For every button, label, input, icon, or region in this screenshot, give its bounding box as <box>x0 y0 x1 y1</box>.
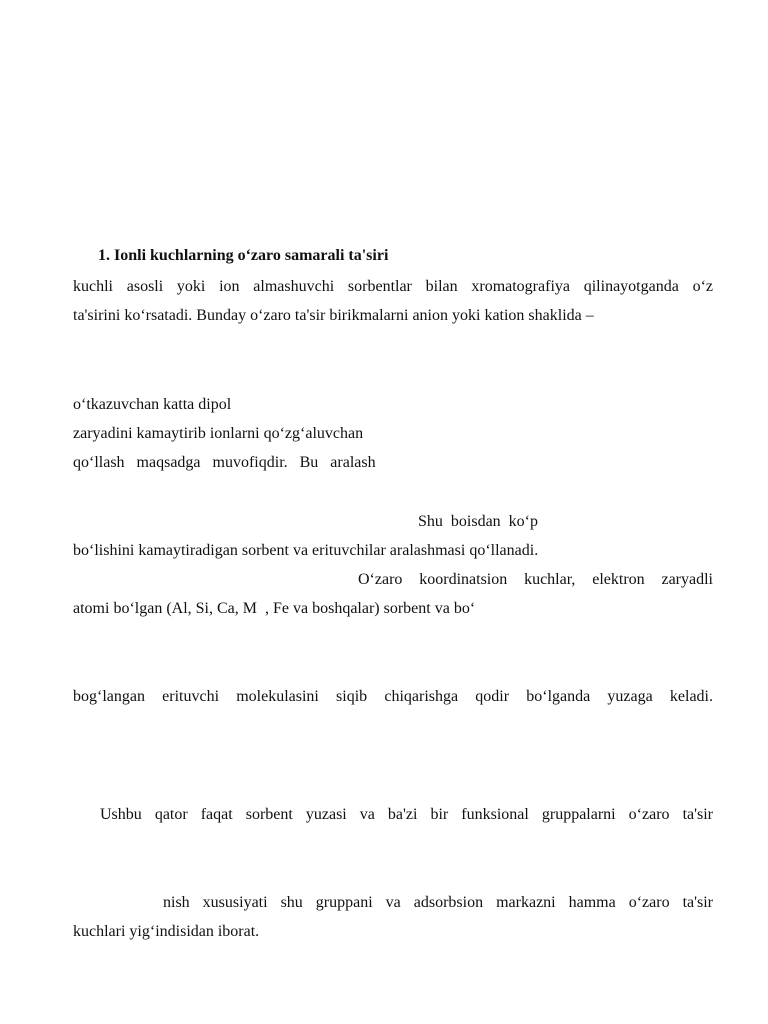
paragraph-line: atomi bo‘lgan (Al, Si, Ca, M , Fe va boshqalar) sorbent va bo‘ <box>73 600 476 617</box>
paragraph-line: O‘zaro koordinatsion kuchlar, elektron zaryadli <box>358 571 713 588</box>
paragraph-line: zaryadini kamaytirib ionlarni qo‘zg‘aluvchan <box>73 425 364 442</box>
paragraph-line: qo‘llash maqsadga muvofiqdir. Bu aralash <box>73 454 376 471</box>
paragraph-line: o‘tkazuvchan katta dipol <box>73 396 232 413</box>
paragraph-line: kuchlari yig‘indisidan iborat. <box>73 923 260 940</box>
paragraph-line: Ushbu qator faqat sorbent yuzasi va ba'zi bir funksional gruppalarni o‘zaro ta'sir <box>100 806 713 823</box>
paragraph-line: ta'sirini ko‘rsatadi. Bunday o‘zaro ta'sir birikmalarni anion yoki kation shaklida – <box>73 307 594 324</box>
paragraph-line: Shu boisdan ko‘p <box>418 513 538 530</box>
paragraph-line: nish xususiyati shu gruppani va adsorbsion markazni hamma o‘zaro ta'sir <box>163 894 713 911</box>
paragraph-line: kuchli asosli yoki ion almashuvchi sorbentlar bilan xromatografiya qilinayotganda o‘z <box>73 278 713 295</box>
paragraph-line: bo‘lishini kamaytiradigan sorbent va erituvchilar aralashmasi qo‘llanadi. <box>73 542 539 559</box>
paragraph-line: bog‘langan erituvchi molekulasini siqib chiqarishga qodir bo‘lganda yuzaga keladi. <box>73 688 713 705</box>
section-heading: 1. Ionli kuchlarning o‘zaro samarali ta'siri <box>98 247 389 264</box>
